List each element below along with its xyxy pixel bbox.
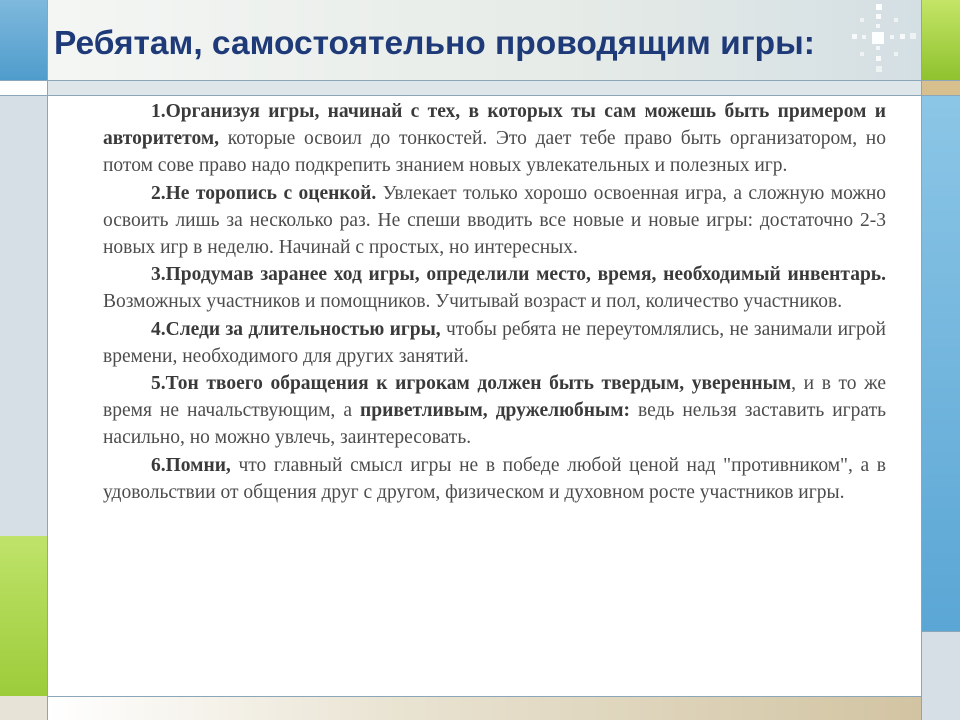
header-divider-band xyxy=(48,80,922,96)
right-grid-line xyxy=(921,0,922,720)
right-tan-band xyxy=(922,80,960,96)
right-gray-block xyxy=(922,631,960,720)
rule-2-bold: 2.Не торопись с оценкой. xyxy=(151,182,377,204)
right-green-block xyxy=(922,0,960,80)
rule-paragraph-6 xyxy=(103,452,886,506)
rule-5-text: , и в то же время не начальствующим, а xyxy=(103,373,886,422)
bottom-strip xyxy=(48,696,922,720)
rule-5-bold: 5.Тон твоего обращения к игрокам должен быть твердым, уверенным xyxy=(151,373,792,395)
rule-5-bold-2: приветливым, дружелюбным: xyxy=(360,400,631,422)
left-bottom-block xyxy=(0,696,48,720)
rule-1-text: которые освоил до тонкостей. Это дает тебе право быть организатором, но потом сове право надо подкрепить знанием новых увлекательных и полезных игр. xyxy=(103,128,886,177)
rule-1-bold: 1.Организуя игры, начинай с тех, в которых ты сам можешь быть примером и авторитетом, xyxy=(103,101,886,150)
rules-list xyxy=(103,98,886,506)
left-band xyxy=(0,80,48,96)
page-title: Ребятам, самостоятельно проводящим игры: xyxy=(54,25,815,62)
right-blue-block xyxy=(922,96,960,631)
rule-6-bold: 6.Помни, xyxy=(151,454,231,476)
rule-5-text-2: ведь нельзя заставить играть насильно, но можно увлечь, заинтересовать. xyxy=(103,400,886,449)
rule-2-text: Увлекает только хорошо освоенная игра, а сложную можно освоить лишь за несколько раз. Не спеши вводить все новые и новые игры: достаточно 2-3 новых игр в неделю. Начинай с простых, но интересных. xyxy=(103,182,887,259)
left-gray-block xyxy=(0,96,48,536)
rule-3-text: Возможных участников и помощников. Учитывай возраст и пол, количество участников. xyxy=(103,291,843,313)
rule-paragraph-3 xyxy=(103,261,886,315)
rule-4-text: чтобы ребята не переутомлялись, не занимали игрой времени, необходимого для других занятий. xyxy=(103,318,886,367)
rule-4-bold: 4.Следи за длительностью игры, xyxy=(151,318,441,340)
rule-paragraph-1 xyxy=(103,98,886,180)
left-grid-line xyxy=(47,0,48,720)
rule-paragraph-2 xyxy=(103,180,886,262)
rule-paragraph-5 xyxy=(103,370,886,452)
rule-6-text: что главный смысл игры не в победе любой ценой над "противником", а в удовольствии от общения друг с другом, физическом и духовном росте участников игры. xyxy=(103,454,886,503)
left-top-block xyxy=(0,0,48,80)
rule-3-bold: 3.Продумав заранее ход игры, определили место, время, необходимый инвентарь. xyxy=(151,264,886,286)
rule-paragraph-4 xyxy=(103,316,886,370)
left-green-block xyxy=(0,536,48,696)
